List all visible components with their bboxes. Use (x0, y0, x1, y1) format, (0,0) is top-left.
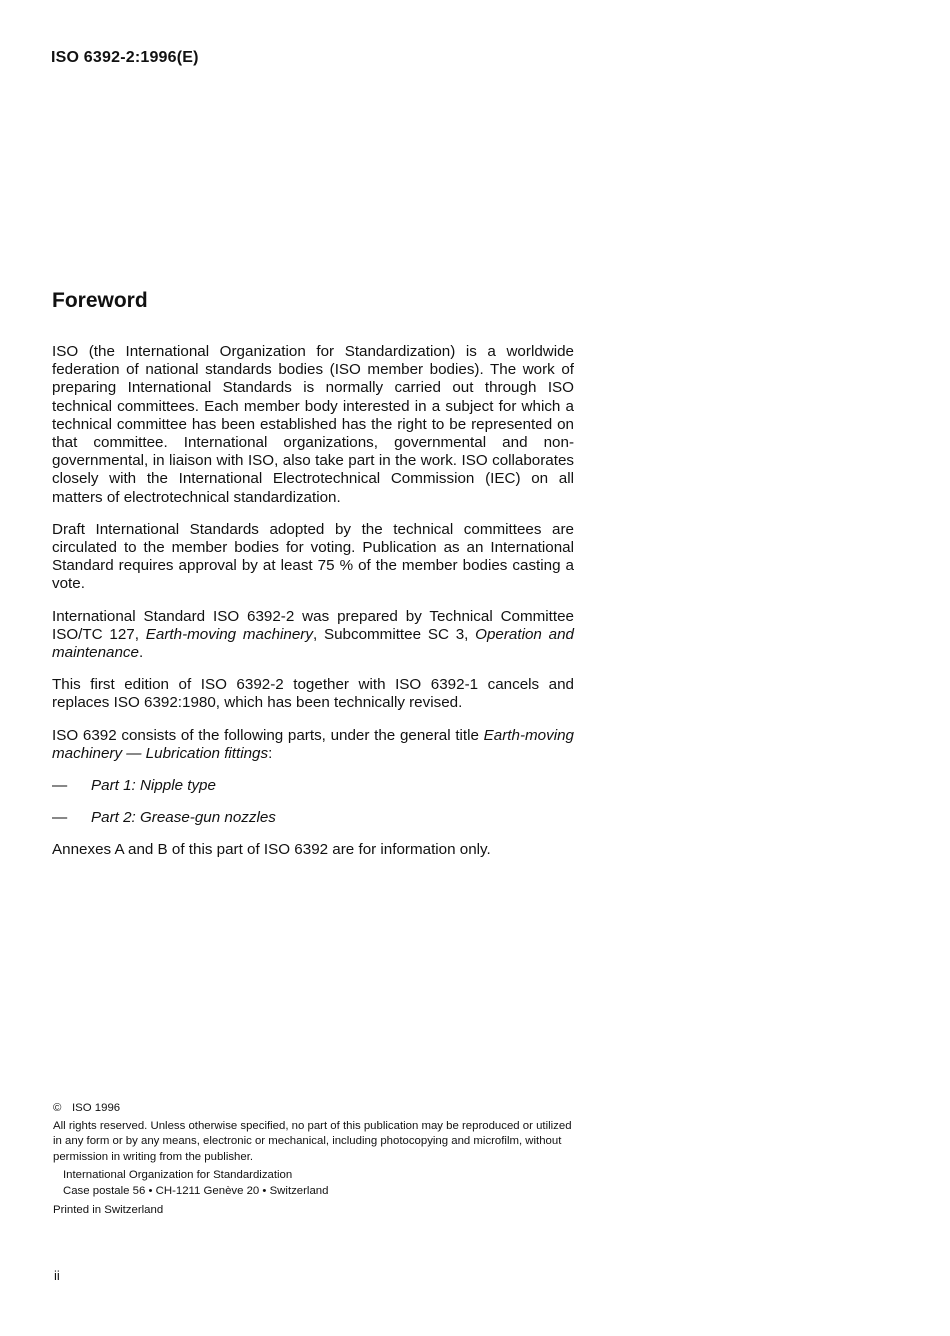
document-id-header: ISO 6392-2:1996(E) (51, 49, 199, 66)
committee-title: Earth-moving machinery (145, 625, 313, 643)
foreword-paragraph-edition: This first edition of ISO 6392-2 together with ISO 6392-1 cancels and replaces ISO 6392:1980, which has been technically revised. (52, 676, 574, 712)
organization-name: International Organization for Standardization (63, 1169, 293, 1182)
printed-in: Printed in Switzerland (53, 1203, 164, 1216)
list-dash: — (52, 777, 68, 795)
prepared-by-text: International Standard ISO 6392-2 was prepared by Technical Committee ISO/TC 127, (52, 607, 574, 643)
foreword-paragraph-prepared-by (52, 608, 574, 663)
parts-intro-text: ISO 6392 consists of the following parts, under the general title (52, 726, 484, 744)
copyright-line (53, 1101, 583, 1117)
parts-list-item (52, 809, 574, 827)
copyright-year: ISO 1996 (72, 1102, 121, 1114)
copyright-icon: © (53, 1102, 62, 1114)
foreword-paragraph-draft-standards: Draft International Standards adopted by the technical committees are circulated to the member bodies for voting. Publication as an International Standard requires approval by at least 75 % of the member bodies casting a vote. (52, 520, 574, 593)
subcommittee-title: Operation and maintenance (52, 625, 574, 662)
rights-statement: All rights reserved. Unless otherwise specified, no part of this publication may be reproduced or utilized in any form or by any means, electronic or mechanical, including photocopying and microfilm, without permission in writing from the publisher. (53, 1119, 572, 1163)
subcommittee-text: , Subcommittee SC 3, (312, 625, 476, 643)
foreword-paragraph-annexes: Annexes A and B of this part of ISO 6392 are for information only. (52, 841, 491, 859)
general-title: Earth-moving machinery — Lubrication fittings (52, 726, 574, 762)
part-label: Part 1: Nipple type (91, 777, 216, 795)
copyright-block (53, 1101, 583, 1218)
foreword-body (52, 343, 574, 874)
foreword-paragraph-parts-intro (52, 727, 574, 763)
parts-list-item (52, 777, 574, 795)
period: . (138, 644, 144, 662)
foreword-heading: Foreword (52, 289, 148, 312)
organization-address: Case postale 56 • CH-1211 Genève 20 • Switzerland (63, 1184, 329, 1197)
list-dash: — (52, 809, 68, 827)
page-number: ii (54, 1268, 60, 1283)
foreword-paragraph-iso-intro: ISO (the International Organization for Standardization) is a worldwide federation of national standards bodies (ISO member bodies). The work of preparing International Standards is normally carried out through ISO technical committees. Each member body interested in a subject for which a technical committee has been established has the right to be represented on that committee. International organizations, governmental and non-governmental, in liaison with ISO, also take part in the work. ISO collaborates closely with the International Electrotechnical Commission (IEC) on all matters of electrotechnical standardization. (52, 343, 574, 506)
colon: : (268, 744, 273, 762)
part-label: Part 2: Grease-gun nozzles (91, 809, 276, 827)
